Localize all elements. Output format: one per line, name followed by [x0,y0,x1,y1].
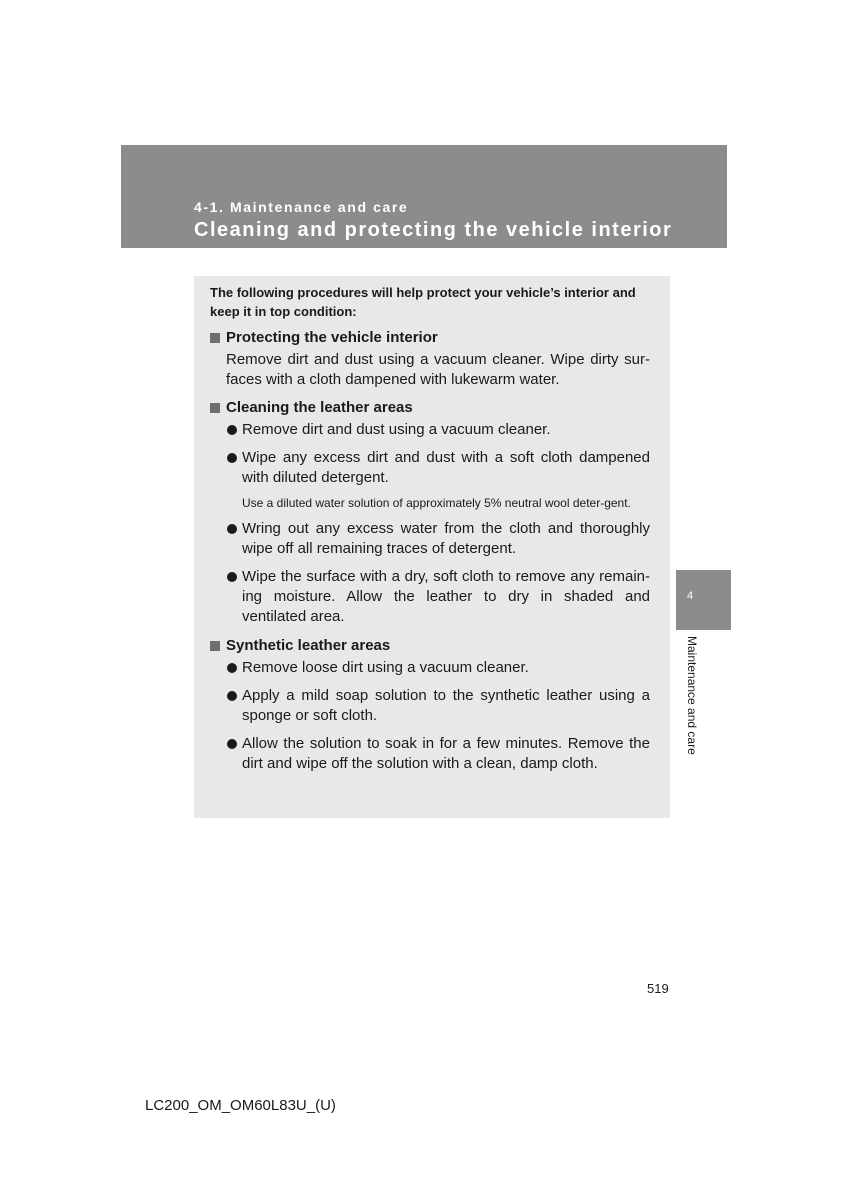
square-bullet-icon [210,403,220,413]
section-heading-leather [210,397,650,419]
list-item-text: Remove loose dirt using a vacuum cleaner. [242,659,529,676]
intro-text: The following procedures will help protect your vehicle’s interior and keep it in top condition: [210,285,636,319]
list-item [226,519,650,559]
chapter-header-band [121,145,727,248]
list-item-text: Apply a mild soap solution to the synthetic leather using a sponge or soft cloth. [242,687,650,724]
list-item [226,686,650,726]
document-code: LC200_OM_OM60L83U_(U) [145,1097,336,1114]
section-paragraph: Remove dirt and dust using a vacuum cleaner. Wipe dirty sur-faces with a cloth dampened with lukewarm water. [226,351,650,388]
section-heading-protecting [210,327,650,349]
list-item-text: Remove dirt and dust using a vacuum cleaner. [242,421,551,438]
list-item [226,448,650,488]
circle-bullet-icon [227,425,237,435]
section-label: 4-1. Maintenance and care [194,199,409,215]
list-item-text: Wipe any excess dirt and dust with a soft cloth dampened with diluted detergent. [242,449,650,486]
list-item [226,567,650,627]
chapter-tab [676,570,731,630]
circle-bullet-icon [227,524,237,534]
circle-bullet-icon [227,572,237,582]
note-text: Use a diluted water solution of approximately 5% neutral wool deter-gent. [242,496,631,510]
list-item [226,420,650,440]
list-item [226,658,650,678]
circle-bullet-icon [227,691,237,701]
page-title: Cleaning and protecting the vehicle interior [194,219,673,241]
content-box [194,276,670,818]
square-bullet-icon [210,641,220,651]
square-bullet-icon [210,333,220,343]
list-item-text: Wring out any excess water from the cloth and thoroughly wipe off all remaining traces of detergent. [242,520,650,557]
circle-bullet-icon [227,663,237,673]
section-heading-label: Protecting the vehicle interior [226,329,438,346]
section-heading-label: Synthetic leather areas [226,637,391,654]
chapter-tab-number: 4 [687,590,694,602]
section-heading-label: Cleaning the leather areas [226,399,413,416]
page-number: 519 [647,981,669,996]
circle-bullet-icon [227,453,237,463]
section-heading-synthetic [210,635,650,657]
list-item-text: Wipe the surface with a dry, soft cloth to remove any remain-ing moisture. Allow the leather to dry in shaded and ventilated area. [242,568,650,625]
circle-bullet-icon [227,739,237,749]
chapter-tab-label: Maintenance and care [685,636,699,755]
list-item-text: Allow the solution to soak in for a few minutes. Remove the dirt and wipe off the solution with a clean, damp cloth. [242,735,650,772]
list-item [226,734,650,774]
